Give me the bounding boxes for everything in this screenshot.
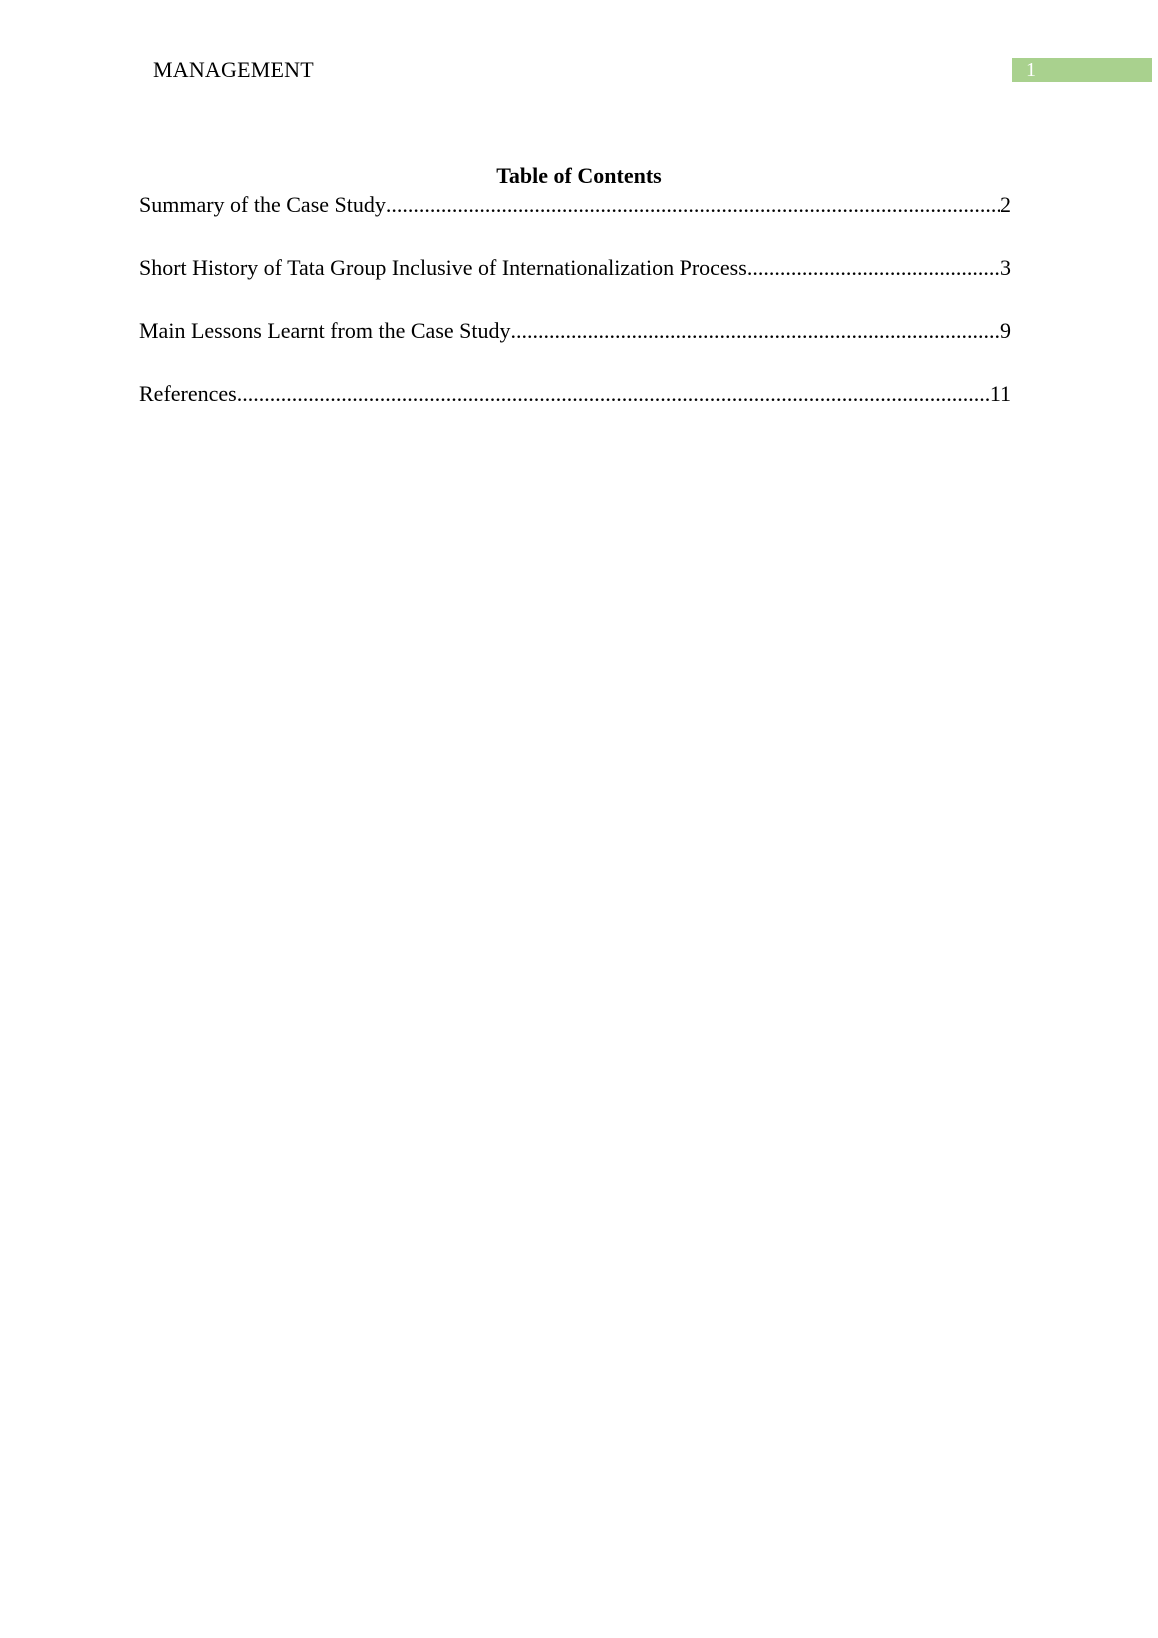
toc-entry[interactable] <box>139 254 1011 282</box>
toc-entry-page: 9 <box>1000 318 1011 343</box>
page-number-box <box>1012 58 1152 82</box>
toc-dot-leader <box>237 380 990 408</box>
toc-list <box>139 191 1011 443</box>
toc-entry[interactable] <box>139 191 1011 219</box>
toc-dot-leader <box>511 317 1001 345</box>
toc-entry-title: Main Lessons Learnt from the Case Study <box>139 318 511 343</box>
toc-entry-page: 2 <box>1000 192 1011 217</box>
toc-entry-title: References <box>139 381 237 406</box>
toc-entry[interactable] <box>139 380 1011 408</box>
toc-entry-title: Short History of Tata Group Inclusive of Internationalization Process <box>139 255 747 280</box>
toc-dot-leader <box>386 191 1000 219</box>
toc-dot-leader <box>747 254 1000 282</box>
toc-entry-title: Summary of the Case Study <box>139 192 386 217</box>
page-number: 1 <box>1026 59 1036 81</box>
toc-entry[interactable] <box>139 317 1011 345</box>
toc-entry-page: 11 <box>989 381 1011 406</box>
running-header-title: MANAGEMENT <box>153 57 314 82</box>
toc-heading: Table of Contents <box>496 163 662 188</box>
toc-entry-page: 3 <box>1000 255 1011 280</box>
